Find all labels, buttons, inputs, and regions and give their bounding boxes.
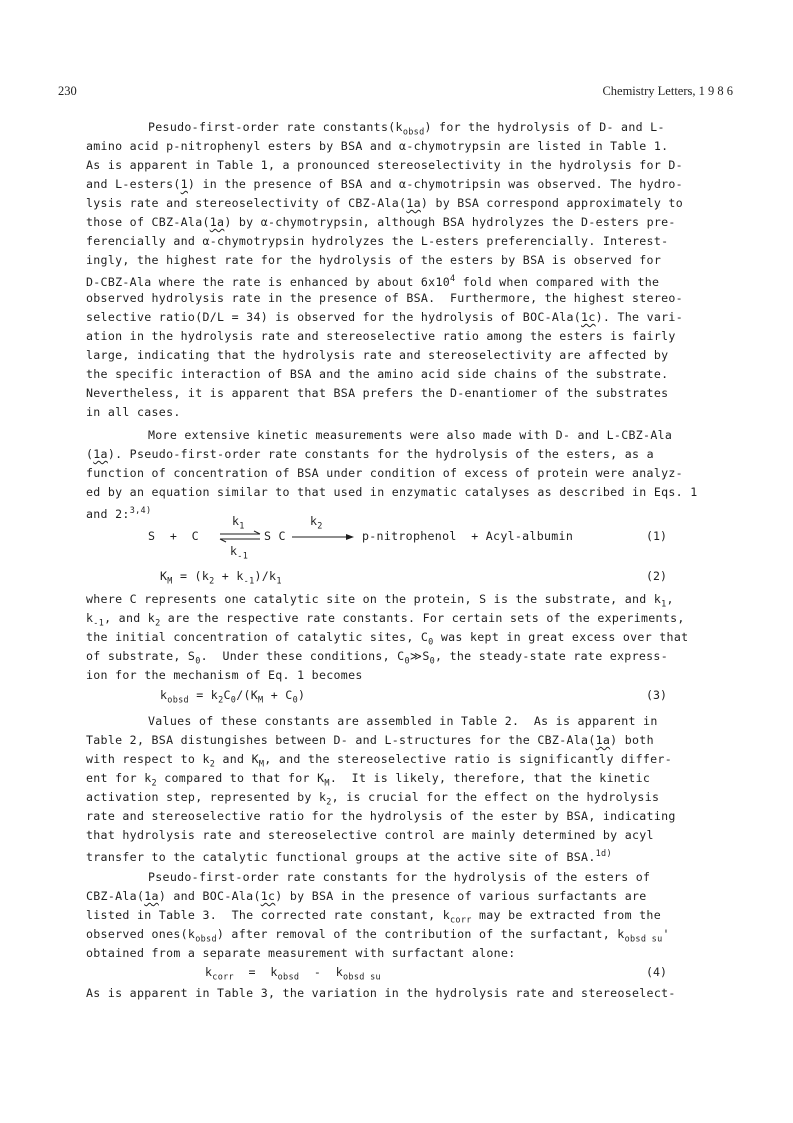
text-line: rate and stereoselective ratio for the hydrolysis of the ester by BSA, indicating	[86, 809, 676, 823]
text-line: ferencially and α-chymotrypsin hydrolyzes the L-esters preferencially. Interest-	[86, 234, 669, 248]
text-line: Pseudo-first-order rate constants for the hydrolysis of the esters of	[148, 870, 651, 884]
text-line: (1a). Pseudo-first-order rate constants for the hydrolysis of the esters, as a	[86, 447, 654, 461]
text-line: $k_{-1}$, and $k_2$ are the respective rate constants. For certain sets of the experiments,	[86, 611, 685, 629]
compound-ref: 1a	[209, 215, 225, 229]
text-line: lysis rate and stereoselectivity of CBZ-Ala(1a) by BSA correspond approximately to	[86, 196, 683, 210]
compound-ref: 1a	[406, 196, 421, 210]
text-line: Values of these constants are assembled in Table 2. As is apparent in	[148, 714, 658, 728]
text-line: ed by an equation similar to that used in enzymatic catalyses as described in Eqs. 1	[86, 485, 698, 499]
text-line: obtained from a separate measurement with surfactant alone:	[86, 946, 516, 960]
equilibrium-arrow-icon	[218, 530, 262, 544]
text-line: As is apparent in Table 1, a pronounced stereoselectivity in the hydrolysis for D-	[86, 158, 683, 172]
text-line: ation in the hydrolysis rate and stereoselective ratio among the esters is fairly	[86, 329, 676, 343]
compound-ref: 1a	[93, 447, 108, 461]
text-line: the initial concentration of catalytic sites, $C_0$ was kept in great excess over that	[86, 630, 689, 648]
compound-ref: 1a	[144, 889, 159, 903]
text-line: Table 2, BSA distungishes between D- and L-structures for the CBZ-Ala(1a) both	[86, 733, 654, 747]
text-line: the specific interaction of BSA and the amino acid side chains of the substrate.	[86, 367, 669, 381]
text-line: large, indicating that the hydrolysis rate and stereoselectivity are affected by	[86, 348, 669, 362]
text-line: activation step, represented by $k_2$, is crucial for the effect on the hydrolysis	[86, 790, 660, 808]
compound-ref: 1a	[595, 733, 611, 747]
journal-name: Chemistry Letters, 1 9 8 6	[602, 84, 733, 98]
text-line: function of concentration of BSA under condition of excess of protein were analyz-	[86, 466, 683, 480]
text-line: listed in Table 3. The corrected rate constant, $k_{corr}$ may be extracted from the	[86, 908, 661, 926]
text-line: observed $ones(k_{obsd})$ after removal of the contribution of the surfactant, $k_{obsd su}'$	[86, 927, 670, 945]
forward-arrow-icon	[292, 532, 354, 542]
text-line: in all cases.	[86, 405, 181, 419]
text-line: where C represents one catalytic site on the protein, S is the substrate, and $k_1$,	[86, 592, 674, 610]
text-line: ion for the mechanism of Eq. 1 becomes	[86, 668, 363, 682]
compound-ref: 1	[180, 177, 188, 191]
text-line: that hydrolysis rate and stereoselective control are mainly determined by acyl	[86, 828, 654, 842]
text-line: of substrate, $S_0$. Under these conditions, $C_0≫S_0$, the steady-state rate express-	[86, 649, 668, 667]
text-line: and L-esters(1) in the presence of BSA and α-chymotripsin was observed. The hydro-	[86, 177, 683, 191]
text-line: with respect to $k_2$ and $K_M$, and the stereoselective ratio is significantly differ-	[86, 752, 672, 770]
equation-ref: Eqs. 1	[653, 485, 698, 499]
text-line: D-CBZ-Ala where the rate is enhanced by about $6x10^4$ fold when compared with the	[86, 274, 660, 289]
compound-ref: 1c	[581, 310, 596, 324]
text-line: As is apparent in Table 3, the variation in the hydrolysis rate and stereoselect-	[86, 986, 676, 1000]
text-line: Nevertheless, it is apparent that BSA prefers the D-enantiomer of the substrates	[86, 386, 669, 400]
text-line: observed hydrolysis rate in the presence of BSA. Furthermore, the highest stereo-	[86, 291, 683, 305]
text-line: and 2:$^{3,4)}$	[86, 506, 152, 521]
text-line: ingly, the highest rate for the hydrolysis of the esters by BSA is observed for	[86, 253, 662, 267]
text-line: amino acid p-nitrophenyl esters by BSA and α-chymotrypsin are listed in Table 1.	[86, 139, 669, 153]
compound-ref: 1c	[260, 889, 276, 903]
text-line: transfer to the catalytic functional groups at the active site of BSA.$^{1d)}$	[86, 849, 612, 864]
text-line: those of CBZ-Ala(1a) by α-chymotrypsin, although BSA hydrolyzes the D-esters pre-	[86, 215, 676, 229]
text-line: Pesudo-first-order rate $constants(k_{obsd})$ for the hydrolysis of D- and L-	[148, 120, 665, 138]
text-line: selective ratio(D/L = 34) is observed for the hydrolysis of BOC-Ala(1c). The vari-	[86, 310, 683, 324]
text-line: ent for $k_2$ compared to that for $K_M$. It is likely, therefore, that the kinetic	[86, 771, 651, 789]
text-line: More extensive kinetic measurements were also made with D- and L-CBZ-Ala	[148, 428, 673, 442]
text-line: CBZ-Ala(1a) and BOC-Ala(1c) by BSA in the presence of various surfactants are	[86, 889, 647, 903]
page-number: 230	[58, 84, 77, 98]
